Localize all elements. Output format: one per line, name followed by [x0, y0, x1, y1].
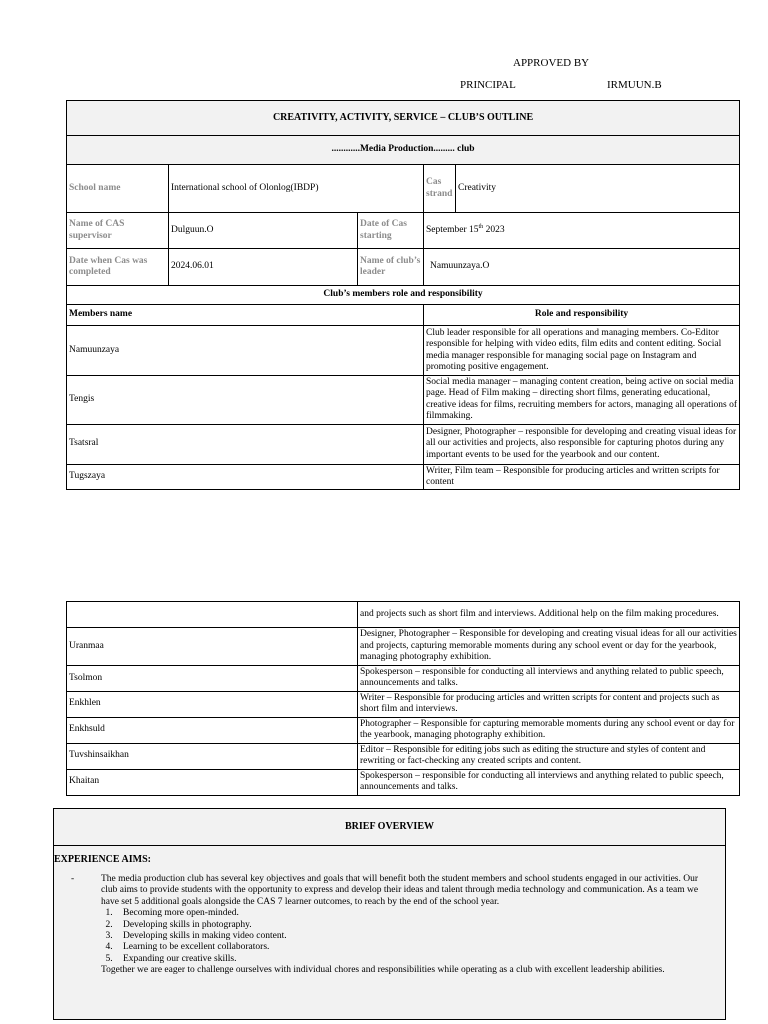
brief-overview-box: [53, 808, 726, 1020]
supervisor-label: Name of CAS supervisor: [67, 213, 169, 249]
table-row: [67, 628, 740, 666]
approved-by-label: APPROVED BY: [513, 57, 590, 69]
list-item: 1. Becoming more open-minded.: [115, 908, 715, 919]
role-header: Role and responsibility: [424, 305, 740, 326]
member-role: and projects such as short film and interviews. Additional help on the film making procedures.: [358, 602, 740, 628]
member-name: Enkhsuld: [67, 717, 358, 743]
table-row: [67, 326, 740, 376]
goals-list: [101, 908, 715, 965]
member-role: Designer, Photographer – responsible for developing and creating visual ideas for all our activities and projects, also responsible for capturing photos during any important events to be used for the yearbook and our content.: [424, 424, 740, 464]
principal-label: PRINCIPAL: [460, 79, 516, 91]
table-row: [67, 769, 740, 795]
table-row: [67, 376, 740, 425]
member-role: Social media manager – managing content creation, being active on social media page. Head of Film making – directing short films, generating educational, creative ideas for films, recruiting members for actors, managing all operations of filmmaking.: [424, 376, 740, 425]
table-row: [67, 691, 740, 717]
principal-name: IRMUUN.B: [607, 79, 662, 91]
member-name: Khaitan: [67, 769, 358, 795]
aims-body: [71, 874, 725, 977]
table-row: [67, 602, 740, 628]
dash-marker: -: [71, 874, 75, 884]
cas-strand-value: Creativity: [456, 165, 740, 213]
club-outline-table: [66, 100, 740, 490]
member-role: Writer – Responsible for producing articles and written scripts for content and projects such as short film and interviews.: [358, 691, 740, 717]
list-item: 3. Developing skills in making video content.: [115, 931, 715, 942]
date-completed-label: Date when Cas was completed: [67, 249, 169, 286]
table-row: [67, 717, 740, 743]
member-role: Club leader responsible for all operations and managing members. Co-Editor responsible for helping with video edits, film edits and content editing. Social media manager responsible for managing social page on Instagram and promoting positive engagement.: [424, 326, 740, 376]
table-row: [67, 464, 740, 490]
members-section-title: Club’s members role and responsibility: [67, 286, 740, 305]
aims-intro: The media production club has several key objectives and goals that will benefit both the student members and school students engaged in our activities. Our club aims to provide students with the opportunity to express and develop their ideas and talent through media technology and communication. As a team we have set 5 additional goals alongside the CAS 7 learner outcomes, to reach by the end of the school year.: [101, 874, 699, 907]
member-name: Uranmaa: [67, 628, 358, 666]
outline-title: CREATIVITY, ACTIVITY, SERVICE – CLUB’S OUTLINE: [67, 101, 740, 136]
experience-aims-title: EXPERIENCE AIMS:: [54, 854, 151, 865]
list-item: 5. Expanding our creative skills.: [115, 954, 715, 965]
member-name: Tsatsral: [67, 424, 424, 464]
member-name: Namuunzaya: [67, 326, 424, 376]
member-name: Tugszaya: [67, 464, 424, 490]
table-row: [67, 743, 740, 769]
member-name: Tsolmon: [67, 666, 358, 692]
date-start-value: September 15th 2023: [424, 213, 740, 249]
member-role: Writer, Film team – Responsible for producing articles and written scripts for content: [424, 464, 740, 490]
member-name: Enkhlen: [67, 691, 358, 717]
members-table-continued: [66, 601, 740, 796]
supervisor-value: Dulguun.O: [169, 213, 358, 249]
list-item: 2. Developing skills in photography.: [115, 920, 715, 931]
school-name-value: International school of Olonlog(IBDP): [169, 165, 424, 213]
cas-strand-label: Cas strand: [424, 165, 456, 213]
school-name-label: School name: [67, 165, 169, 213]
club-name: ............Media Production......... club: [67, 136, 740, 165]
member-name: Tengis: [67, 376, 424, 425]
aims-closing: Together we are eager to challenge ourselves with individual chores and responsibilities while operating as a club with excellent leadership abilities.: [101, 965, 665, 976]
table-row: [67, 424, 740, 464]
list-item: 4. Learning to be excellent collaborators.: [115, 942, 715, 953]
member-role: Designer, Photographer – Responsible for developing and creating visual ideas for all our activities and projects, capturing memorable moments during any school event or day for the yearbook, managing photography exhibition.: [358, 628, 740, 666]
member-role: Spokesperson – responsible for conducting all interviews and anything related to public speech, announcements and talks.: [358, 666, 740, 692]
member-role: Editor – Responsible for editing jobs such as editing the structure and styles of content and rewriting or fact-checking any created scripts and content.: [358, 743, 740, 769]
date-start-label: Date of Cas starting: [358, 213, 424, 249]
member-role: Photographer – Responsible for capturing memorable moments during any school event or day for the yearbook, managing photography exhibition.: [358, 717, 740, 743]
member-name: [67, 602, 358, 628]
member-name: Tuvshinsaikhan: [67, 743, 358, 769]
date-completed-value: 2024.06.01: [169, 249, 358, 286]
overview-title: BRIEF OVERVIEW: [54, 809, 725, 846]
leader-value: Namuunzaya.O: [424, 249, 740, 286]
table-row: [67, 666, 740, 692]
members-name-header: Members name: [67, 305, 424, 326]
leader-label: Name of club’s leader: [358, 249, 424, 286]
member-role: Spokesperson – responsible for conducting all interviews and anything related to public speech, announcements and talks.: [358, 769, 740, 795]
